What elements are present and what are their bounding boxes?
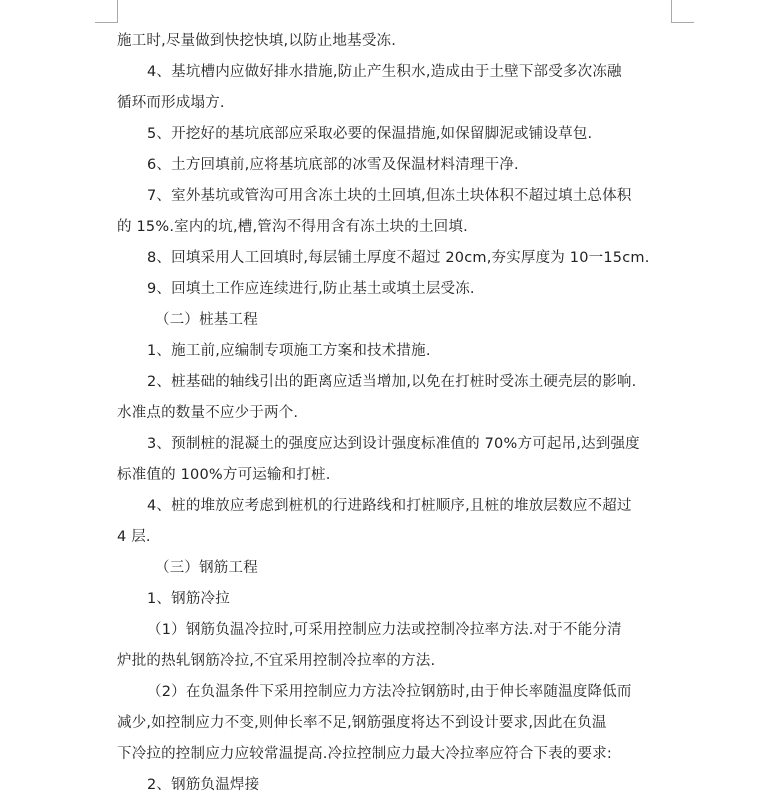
document-body [117, 26, 675, 801]
text-line: 2、桩基础的轴线引出的距离应适当增加,以免在打桩时受冻土硬壳层的影响. [147, 374, 637, 390]
text-line: 8、回填采用人工回填时,每层铺土厚度不超过 20cm,夯实厚度为 10一15cm. [147, 250, 650, 266]
text-line: 4 层. [117, 529, 151, 545]
section-heading: （三）钢筋工程 [155, 560, 258, 576]
text-line: 的 15%.室内的坑,槽,管沟不得用含有冻土块的土回填. [117, 219, 468, 235]
text-line: 循环而形成塌方. [117, 95, 225, 111]
section-heading: （二）桩基工程 [155, 312, 258, 328]
subsection-heading: 2、钢筋负温焊接 [147, 777, 260, 793]
margin-corner-mark-right [671, 0, 694, 23]
text-line: 1、施工前,应编制专项施工方案和技术措施. [147, 343, 431, 359]
text-line: 施工时,尽量做到快挖快填,以防止地基受冻. [117, 33, 397, 49]
subsection-heading: 1、钢筋冷拉 [147, 591, 230, 607]
text-line: 3、预制桩的混凝土的强度应达到设计强度标准值的 70%方可起吊,达到强度 [147, 436, 640, 452]
text-line: 4、基坑槽内应做好排水措施,防止产生积水,造成由于土壁下部受多次冻融 [147, 64, 622, 80]
text-line: 水准点的数量不应少于两个. [117, 405, 299, 421]
text-line: 炉批的热轧钢筋冷拉,不宜采用控制冷拉率的方法. [117, 653, 436, 669]
text-line: 标准值的 100%方可运输和打桩. [117, 467, 331, 483]
text-line: 4、桩的堆放应考虑到桩机的行进路线和打桩顺序,且桩的堆放层数应不超过 [147, 498, 632, 514]
margin-corner-mark-left [95, 0, 118, 23]
text-line: 7、室外基坑或管沟可用含冻土块的土回填,但冻土块体积不超过填土总体积 [147, 188, 632, 204]
text-line: 减少,如控制应力不变,则伸长率不足,钢筋强度将达不到设计要求,因此在负温 [117, 715, 607, 731]
text-line: 5、开挖好的基坑底部应采取必要的保温措施,如保留脚泥或铺设草包. [147, 126, 593, 142]
text-line: 下冷拉的控制应力应较常温提高.冷拉控制应力最大冷拉率应符合下表的要求: [117, 746, 612, 762]
text-line: 9、回填土工作应连续进行,防止基土或填土层受冻. [147, 281, 475, 297]
text-line: （1）钢筋负温冷拉时,可采用控制应力法或控制冷拉率方法.对于不能分清 [147, 622, 622, 638]
text-line: （2）在负温条件下采用控制应力方法冷拉钢筋时,由于伸长率随温度降低而 [147, 684, 632, 700]
text-line: 6、土方回填前,应将基坑底部的冰雪及保温材料清理干净. [147, 157, 519, 173]
